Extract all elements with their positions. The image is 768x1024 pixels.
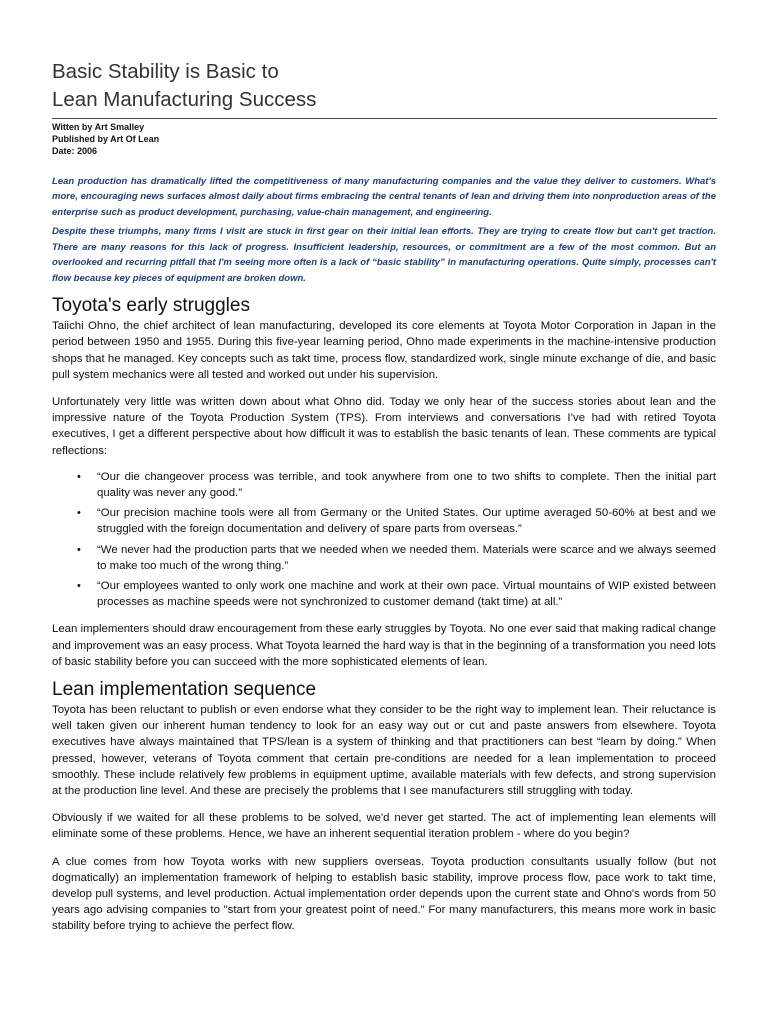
paragraph: Taiichi Ohno, the chief architect of lean manufacturing, developed its core elements at Toyota Motor Corporation in Japan in the period between 1950 and 1955. During this five-year learning period, Ohno made experiments in the machine-intensive production shops that he managed. Key concepts such as takt time, process flow, standardized work, single minute exchange of die, and basic pull system mechanics were all tested and worked out under his supervision. [52,320,716,381]
list-item-text: “Our precision machine tools were all from Germany or the United States. Our uptime averaged 50-60% at best and we struggled with the foreign documentation and delivery of spare parts from overseas.” [97,507,716,536]
title-rule [52,118,717,119]
paragraph: Lean implementers should draw encouragement from these early struggles by Toyota. No one ever said that making radical change and improvement was an easy process. What Toyota learned the hard way is that in the beginning of a transformation you need lots of basic stability before you can succeed with the more sophisticated elements of lean. [52,623,716,668]
section-implementation-sequence [52,678,716,935]
title-line-1: Basic Stability is Basic to [52,60,279,83]
bullet-icon: • [77,470,81,483]
section-heading-implementation-sequence: Lean implementation sequence [52,678,317,700]
paragraph: Obviously if we waited for all these problems to be solved, we'd never get started. The act of implementing lean elements will eliminate some of these problems. Hence, we have an inherent sequential iteration problem - where do you begin? [52,812,716,841]
list-item [77,542,716,574]
paragraph: Toyota has been reluctant to publish or even endorse what they consider to be the right way to implement lean. Their reluctance is well taken given our inherent human tendency to look for an easy way out or cut and paste answers from elsewhere. Toyota executives have always maintained that TPS/lean is a system of thinking and that practitioners can best “learn by doing.” When pressed, however, veterans of Toyota comment that certain pre-conditions are needed for a lean implementation to proceed smoothly. These include relatively few problems in equipment uptime, available materials with few defects, and strong supervision at the production line level. And these are precisely the problems that I see manufacturers still struggling with today. [52,703,716,797]
intro-paragraph-2: Despite these triumphs, many firms I visit are stuck in first gear on their initial lean efforts. They are trying to create flow but can't get traction. There are many reasons for this lack of progress. Insufficient leadership, resources, or commitment are a few of the most common. But an overlooked and recurring pitfall that I'm seeing more often is a lack of “basic stability” in manufacturing operations. Quite simply, processes can't flow because key pieces of equipment are broken down. [52,226,716,284]
list-item [77,578,716,610]
list-item [77,505,716,537]
section-heading-early-struggles: Toyota's early struggles [52,295,250,317]
title-line-2: Lean Manufacturing Success [52,88,317,111]
intro-paragraph-1: Lean production has dramatically lifted the competitiveness of many manufacturing companies and the value they deliver to customers. What's more, encouraging news surfaces almost daily about firms embracing the central tenants of lean and driving them into nonproduction areas of the enterprise such as product development, purchasing, value-chain management, and engineering. [52,175,716,218]
list-item [77,469,716,501]
author-line: Witten by Art Smalley [52,122,145,132]
publisher-line: Published by Art Of Lean [52,134,160,145]
document-title [52,0,716,114]
quote-list [52,469,716,611]
paragraph: A clue comes from how Toyota works with new suppliers overseas. Toyota production consultants usually follow (but not dogmatically) an implementation framework of helping to establish basic stability, improve process flow, pace work to takt time, develop pull systems, and level production. Actual implementation order depends upon the current state and Ohno's words from 50 years ago advising companies to "start from your greatest point of need." For many manufacturers, this means more work in basic stability before trying to achieve the perfect flow. [52,855,716,933]
list-item-text: “Our employees wanted to only work one machine and work at their own pace. Virtual mountains of WIP existed between processes as machine speeds were not synchronized to customer demand (takt time) at all.” [97,579,716,609]
bullet-icon: • [77,507,81,520]
section-early-struggles [52,294,716,670]
list-item-text: “Our die changeover process was terrible, and took anywhere from one to two shifts to complete. Then the initial part quality was never any good.” [97,470,716,499]
paragraph: Unfortunately very little was written down about what Ohno did. Today we only hear of the success stories about lean and the impressive nature of the Toyota Production System (TPS). From interviews and conversations I’ve had with retired Toyota executives, I get a different perspective about how difficult it was to establish the basic tenants of lean. These comments are typical reflections: [52,395,716,457]
list-item-text: “We never had the production parts that we needed when we needed them. Materials were scarce and we always seemed to make too much of the wrong thing.” [97,543,716,572]
bullet-icon: • [77,579,81,592]
bullet-icon: • [77,543,81,556]
date-line: Date: 2006 [52,146,98,157]
document-meta [52,121,716,158]
